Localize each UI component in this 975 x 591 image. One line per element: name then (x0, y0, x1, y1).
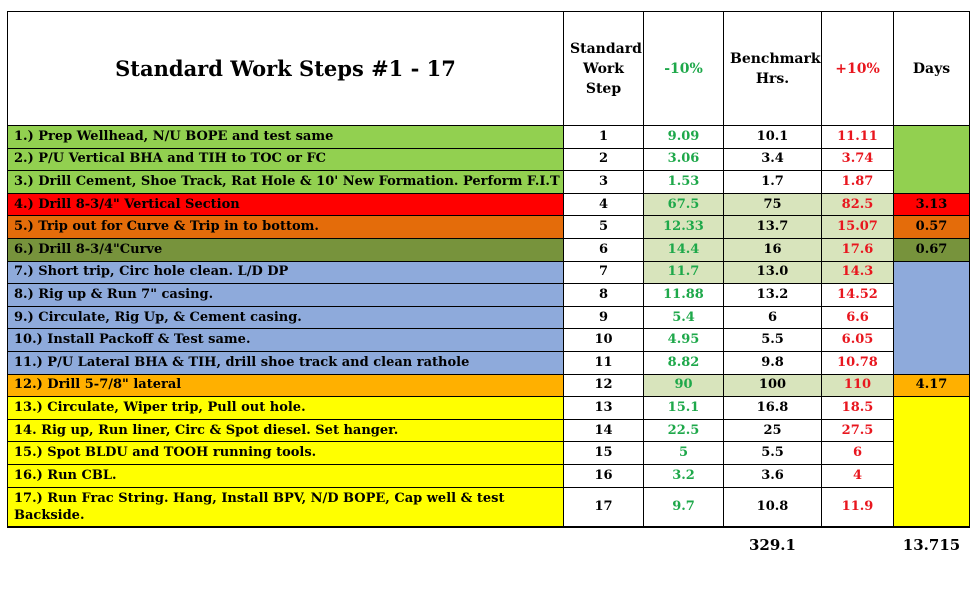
benchmark-cell: 6 (724, 306, 822, 329)
task-cell: 12.) Drill 5-7/8" lateral (8, 374, 564, 397)
step-cell: 16 (564, 464, 644, 487)
step-cell: 15 (564, 442, 644, 465)
minus-10-cell: 5.4 (644, 306, 724, 329)
step-cell: 4 (564, 193, 644, 216)
plus-10-cell: 82.5 (822, 193, 894, 216)
step-cell: 8 (564, 284, 644, 307)
table-row (8, 216, 970, 239)
table-row (8, 148, 970, 171)
plus-10-cell: 27.5 (822, 419, 894, 442)
header-days: Days (894, 12, 970, 126)
benchmark-cell: 25 (724, 419, 822, 442)
task-cell: 6.) Drill 8-3/4"Curve (8, 238, 564, 261)
minus-10-cell: 15.1 (644, 397, 724, 420)
plus-10-cell: 1.87 (822, 171, 894, 194)
days-cell: 3.13 (894, 193, 970, 216)
table-row (8, 284, 970, 307)
plus-10-cell: 11.9 (822, 487, 894, 527)
table-row (8, 306, 970, 329)
step-cell: 9 (564, 306, 644, 329)
task-cell: 17.) Run Frac String. Hang, Install BPV, N/D BOPE, Cap well & test Backside. (8, 487, 564, 527)
totals-spacer (8, 527, 564, 556)
step-cell: 17 (564, 487, 644, 527)
minus-10-cell: 67.5 (644, 193, 724, 216)
table-row (8, 397, 970, 420)
header-row (8, 12, 970, 126)
benchmark-cell: 13.2 (724, 284, 822, 307)
plus-10-cell: 6 (822, 442, 894, 465)
benchmark-cell: 9.8 (724, 351, 822, 374)
task-cell: 5.) Trip out for Curve & Trip in to bottom. (8, 216, 564, 239)
minus-10-cell: 8.82 (644, 351, 724, 374)
days-cell (894, 126, 970, 194)
task-cell: 16.) Run CBL. (8, 464, 564, 487)
benchmark-cell: 1.7 (724, 171, 822, 194)
table-row (8, 351, 970, 374)
task-cell: 11.) P/U Lateral BHA & TIH, drill shoe track and clean rathole (8, 351, 564, 374)
benchmark-cell: 75 (724, 193, 822, 216)
step-cell: 11 (564, 351, 644, 374)
minus-10-cell: 11.88 (644, 284, 724, 307)
plus-10-cell: 14.52 (822, 284, 894, 307)
table-row (8, 487, 970, 527)
total-benchmark: 329.1 (724, 527, 822, 556)
plus-10-cell: 110 (822, 374, 894, 397)
plus-10-cell: 18.5 (822, 397, 894, 420)
step-cell: 7 (564, 261, 644, 284)
benchmark-cell: 3.4 (724, 148, 822, 171)
minus-10-cell: 90 (644, 374, 724, 397)
benchmark-cell: 5.5 (724, 329, 822, 352)
task-cell: 7.) Short trip, Circ hole clean. L/D DP (8, 261, 564, 284)
step-cell: 10 (564, 329, 644, 352)
benchmark-cell: 10.8 (724, 487, 822, 527)
task-cell: 10.) Install Packoff & Test same. (8, 329, 564, 352)
table-row (8, 464, 970, 487)
table-body (8, 12, 970, 556)
minus-10-cell: 11.7 (644, 261, 724, 284)
task-cell: 14. Rig up, Run liner, Circ & Spot diesel. Set hanger. (8, 419, 564, 442)
totals-spacer (644, 527, 724, 556)
table-row (8, 238, 970, 261)
benchmark-cell: 5.5 (724, 442, 822, 465)
minus-10-cell: 9.09 (644, 126, 724, 149)
totals-row (8, 527, 970, 556)
step-cell: 2 (564, 148, 644, 171)
minus-10-cell: 3.06 (644, 148, 724, 171)
table-row (8, 329, 970, 352)
task-cell: 4.) Drill 8-3/4" Vertical Section (8, 193, 564, 216)
plus-10-cell: 4 (822, 464, 894, 487)
work-steps-table (7, 11, 970, 556)
minus-10-cell: 9.7 (644, 487, 724, 527)
table-row (8, 171, 970, 194)
days-cell (894, 397, 970, 527)
benchmark-cell: 13.7 (724, 216, 822, 239)
benchmark-cell: 100 (724, 374, 822, 397)
step-cell: 12 (564, 374, 644, 397)
table-row (8, 442, 970, 465)
totals-spacer (564, 527, 644, 556)
plus-10-cell: 10.78 (822, 351, 894, 374)
plus-10-cell: 11.11 (822, 126, 894, 149)
task-cell: 3.) Drill Cement, Shoe Track, Rat Hole & 10' New Formation. Perform F.I.T (8, 171, 564, 194)
benchmark-cell: 13.0 (724, 261, 822, 284)
table-title: Standard Work Steps #1 - 17 (8, 12, 564, 126)
minus-10-cell: 4.95 (644, 329, 724, 352)
step-cell: 1 (564, 126, 644, 149)
plus-10-cell: 14.3 (822, 261, 894, 284)
step-cell: 13 (564, 397, 644, 420)
header-plus-10: +10% (822, 12, 894, 126)
table-row (8, 261, 970, 284)
days-cell: 0.67 (894, 238, 970, 261)
total-days: 13.715 (894, 527, 970, 556)
header-minus-10: -10% (644, 12, 724, 126)
benchmark-cell: 3.6 (724, 464, 822, 487)
task-cell: 8.) Rig up & Run 7" casing. (8, 284, 564, 307)
task-cell: 15.) Spot BLDU and TOOH running tools. (8, 442, 564, 465)
header-standard-work-step: Standard Work Step (564, 12, 644, 126)
step-cell: 3 (564, 171, 644, 194)
table-row (8, 193, 970, 216)
plus-10-cell: 15.07 (822, 216, 894, 239)
task-cell: 1.) Prep Wellhead, N/U BOPE and test same (8, 126, 564, 149)
minus-10-cell: 3.2 (644, 464, 724, 487)
table-row (8, 419, 970, 442)
minus-10-cell: 22.5 (644, 419, 724, 442)
table-row (8, 126, 970, 149)
days-cell: 0.57 (894, 216, 970, 239)
step-cell: 14 (564, 419, 644, 442)
minus-10-cell: 14.4 (644, 238, 724, 261)
benchmark-cell: 10.1 (724, 126, 822, 149)
minus-10-cell: 12.33 (644, 216, 724, 239)
benchmark-cell: 16 (724, 238, 822, 261)
days-cell: 4.17 (894, 374, 970, 397)
header-benchmark-hrs: Benchmark Hrs. (724, 12, 822, 126)
task-cell: 9.) Circulate, Rig Up, & Cement casing. (8, 306, 564, 329)
step-cell: 5 (564, 216, 644, 239)
plus-10-cell: 3.74 (822, 148, 894, 171)
task-cell: 2.) P/U Vertical BHA and TIH to TOC or FC (8, 148, 564, 171)
table-row (8, 374, 970, 397)
step-cell: 6 (564, 238, 644, 261)
days-cell (894, 261, 970, 374)
totals-spacer (822, 527, 894, 556)
plus-10-cell: 6.6 (822, 306, 894, 329)
plus-10-cell: 6.05 (822, 329, 894, 352)
plus-10-cell: 17.6 (822, 238, 894, 261)
minus-10-cell: 5 (644, 442, 724, 465)
minus-10-cell: 1.53 (644, 171, 724, 194)
benchmark-cell: 16.8 (724, 397, 822, 420)
task-cell: 13.) Circulate, Wiper trip, Pull out hole. (8, 397, 564, 420)
